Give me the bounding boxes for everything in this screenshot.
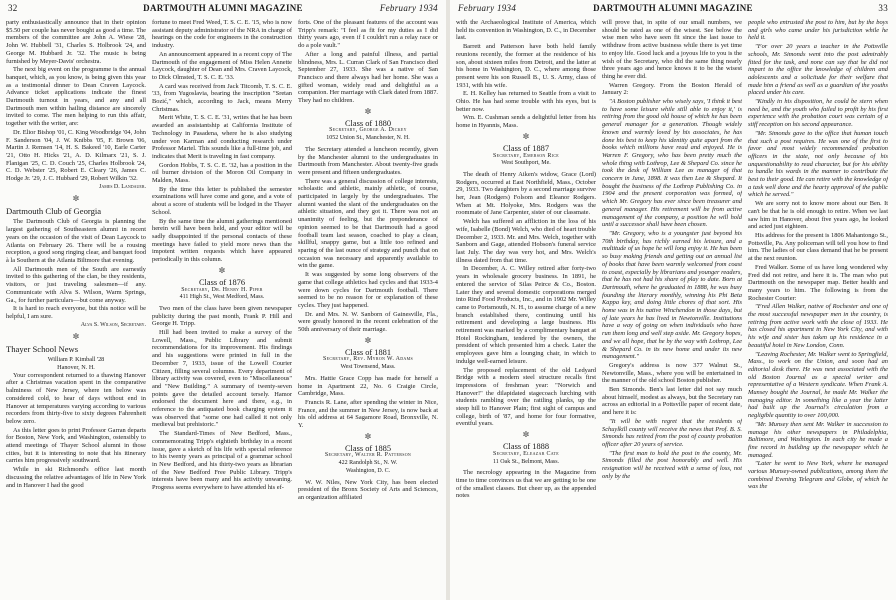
paragraph: After a long and painful illness, and partial blindness, Mrs. L. Curran Clark of San Francisco died September 27, 1933. She was a native of San Francisco and there always had her home. She was a gifted woman, widely read and delightful as a companion. Her marriage with Clark dated from 1887. They had no children. xyxy=(298,50,438,105)
paragraph: The proposed replacement of the old Ledyard Bridge with a modern steel structure recalls first impressions of freshman year: "Norwich and Hanover!" the dilapidated stagecoach lurching with students rambling over the rattling planks, up the steep hill to Hanover Plain; first sight of campus and college, birth of '87, and home for four formative, eventful years. xyxy=(456,366,596,428)
class-heading xyxy=(456,145,596,168)
ornament-icon: ✼ xyxy=(522,430,530,440)
class-secretary: Secretary, Eleazar Cate xyxy=(492,450,560,457)
signature: James D. Landauer. xyxy=(98,183,146,190)
paragraph: The Standard-Times of New Bedford, Mass., commemorating Tripp's eightieth birthday in a recent issue, gave a sketch of his life with special reference to his twenty years as principal of a grammar school in New Bedford, and his thirty-two years as librarian of the New Bedford Free Public Library. Tripp's interests have been many and his activity unwaning. Progress seems everywhere to have attended his ef- xyxy=(152,430,292,492)
paragraph: An announcement appeared in a recent copy of The Dartmouth of the engagement of Miss Helen Annette Laycock, daughter of Dean and Mrs. Craven Laycock, to Dick Olmsted, T. S. C. E. '33. xyxy=(152,50,292,81)
class-heading xyxy=(298,445,438,476)
quote-paragraph: "Mr. Gregory, who is a youngster just beyond his 70th birthday, has richly earned his leisure, and a multitude of us hope he will long enjoy it. He has been so busy making friends and getting out an annual list of books that have been warmly welcomed from coast to coast, especially by librarians and younger readers, that he has not had his share of play to date. Born at Dartmouth, where he graduated in 1888, he was busy founding the literary monthly, winning his Phi Beta Kappa key, and doing little chores of that sort. His home was in his native Winchendon in those days, but of late years he has lived in Newtonville. Institutions have a way of going on when individuals who have run them long and well step aside. Mr. Gregory hopes, and we all hope, that he by the way with Lothrop, Lee & Shepard Co. in its new home and under its new management." xyxy=(602,229,742,361)
quote-paragraph: "Mr. Munsey then sent Mr. Walker in succession to manage his other newspapers in Philadelphia, Baltimore, and Washington. In each city he made a fine record in building up the newspaper which he managed. xyxy=(748,420,888,459)
section-heading: Dartmouth Club of Georgia xyxy=(6,206,102,217)
paragraph: The necrology appearing in the Magazine from time to time convinces us that we are getting to be one of the smallest classes. But cheer up, as the appended notes xyxy=(456,469,596,500)
paragraph: As this letter goes to print Professor Garran departs for Boston, New York, and Washington, ostensibly to attend meetings of Thayer School alumni in those cities, but it is interesting to note that his itinerary carries him progressively southward. xyxy=(6,426,146,465)
class-secretary: Secretary, Walter R. Patterson xyxy=(324,452,412,459)
paragraph: Welch has suffered an affliction in the loss of his wife, Isabelle (Bond) Welch, who died of heart trouble December 2, 1933. Mr. and Mrs. Welch, together with Sanborn and Gage, attended Hobson's funeral service last July. The day was very hot, and Mrs. Welch's illness dated from that time. xyxy=(456,218,596,264)
page-header xyxy=(8,3,438,17)
class-heading xyxy=(456,443,596,466)
paragraph: Warren Gregory. From the Boston Herald of January 2: xyxy=(602,81,742,97)
class-address: 411 High St., West Medford, Mass. xyxy=(179,294,265,301)
paragraph: The next big event on the programme is the annual banquet, which, as you know, is being given this year as a testimonial dinner to Dean Craven Laycock. Advance ticket applications indicate the finest Dartmouth turnout in years, and any and all Dartmouth men within hailing distance are sincerely invited to come. The men helping to run this affair, together with the writer, are: xyxy=(6,66,146,128)
paragraph: Hill had been invited to make a survey of the Lowell, Mass., Public Library and submit recommendations for its improvement. His findings and his suggestions were printed in full in the December 7, 1933, issue of the Lowell Courier Citizen, filling several columns. Every department of library activity was covered, even to "Miscellaneous" and "New Building." A summary of twenty-seven points gave the detailed account tersely. Hamor endorsed the document here and there, e.g., in reference to the antiquated book charging system it was observed that "some one had called it not only medieval but prehistoric." xyxy=(152,329,292,429)
paragraph: The death of Henry Aiken's widow, Grace (Lord) Rodgers, occurred at East Northfield, Mass., October 29, 1933. Two daughters by a second marriage survive her, Jean (Rodgers) Folsom and Eleanor Rodgers. When at Mt. Holyoke, Mrs. Rodgers was the roommate of Jane Carpenter, sister of our classmate. xyxy=(456,170,596,217)
left-page xyxy=(0,0,446,600)
paragraph: with the Archaeological Institute of America, which held its convention in Washington, D. C., in December last. xyxy=(456,19,596,42)
paragraph: Francis R. Lane, after spending the winter in Nice, France, and the summer in New Jersey, is now back at his old address at 64 Sagamore Road, Bronxville, N. Y. xyxy=(298,398,438,430)
column-1 xyxy=(456,19,596,597)
column-2 xyxy=(152,19,292,597)
class-secretary: Secretary, Dr. Henry H. Piper xyxy=(181,286,263,293)
paragraph: Gordon Hobbs, T. S. C. E. '32, has a position in the oil burner division of the Moron Oil Company in Malden, Mass. xyxy=(152,161,292,185)
class-title: Class of 1880 xyxy=(344,118,392,128)
class-address: Washington, D. C. xyxy=(345,467,391,474)
paragraph: Fred Walker. Some of us have long wondered why Fred did not retire, and here it is. The man who put Dartmouth on the newspaper map. Better health and many years to him. The following is from the Rochester Courier: xyxy=(748,263,888,302)
ornament-icon: ✼ xyxy=(72,194,80,204)
paragraph: The Secretary attended a luncheon recently, given by the Manchester alumni to the undergraduates in Dartmouth from Manchester. About twenty-five grads were present and fifteen undergraduates. xyxy=(298,145,438,176)
class-heading xyxy=(298,349,438,372)
paragraph: Two men of the class have been given newspaper publicity during the past month, Frank P. Hill and George H. Tripp. xyxy=(152,304,292,328)
paragraph: fortune to meet Fred Weed, T. S. C. E. '15, who is now assistant deputy administrator of the NRA in charge of hearings on the code for engineers in the construction industry. xyxy=(152,19,292,50)
paragraph: Merit White, T. S. C. E. '31, writes that he has been awarded an assistantship at California Institute of Technology in Pasadena, where he is also studying under von Karman and conducting research under Professor Martel. This sounds like a full-time job, and indicates that Merit is traveling in fast company. xyxy=(152,114,292,160)
ornament-icon: ✼ xyxy=(364,335,372,345)
paragraph: A card was received from Jack Titcomb, T. S. C. E. '33, from Yugoslavia, bearing the inscription "Sretan Bozić," which, according to Jack, means Merry Christmas. xyxy=(152,82,292,113)
class-address: 11 Oak St., Belmont, Mass. xyxy=(492,458,560,465)
class-secretary: Secretary, Rev. Myron W. Adams xyxy=(323,356,413,363)
magazine-title: DARTMOUTH ALUMNI MAGAZINE xyxy=(593,3,753,13)
class-title: Class of 1888 xyxy=(502,442,550,452)
paragraph: Wm. E. Cushman sends a delightful letter from his home in Hyannis, Mass. xyxy=(456,114,596,130)
byline: William P. Kimball '28 xyxy=(47,356,105,364)
paragraph: Your correspondent returned to a thawing Hanover after a Christmas vacation spent in the comparative balminess of New Jersey, where ten below was considered cold, to hear of days without end in Hanover at temperatures varying according to various recorders from thirty-five to sixty degrees Fahrenheit below zero. xyxy=(6,371,146,425)
paragraph: W. W. Niles, New York City, has been elected president of the Bronx Society of Arts and Sciences, an organization affiliated xyxy=(298,478,438,501)
section-heading: Thayer School News xyxy=(6,344,79,355)
paragraph: Gregory's address is now 377 Walnut St., Newtonville, Mass., where you will be entertained in the manner of the old school Boston publisher. xyxy=(602,361,742,385)
quote-paragraph: "For over 20 years a teacher in the Pottsville schools, Mr. Simonds went into the post admirably fitted for the task, and none can say that he did not impart to the office the knowledge of children and adolescents and a solicitude for their welfare that made him a friend as well as a guardian of the youths placed under his care. xyxy=(748,43,888,97)
ornament-icon: ✼ xyxy=(72,332,80,342)
ornament-icon: ✼ xyxy=(218,265,226,275)
class-title: Class of 1876 xyxy=(198,277,246,287)
quote-paragraph: "Leaving Rochester, Mr. Walker went to Springfield, Mass., to work on the Union, and soon had an editorial desk there. He was next associated with the old Boston Journal as a special writer and representative of a Western syndicate. When Frank A. Munsey bought the Journal, he made Mr. Walker the managing editor. In something like a year the latter had built up the Journal's circulation from a negligible quantity to over 100,000. xyxy=(748,350,888,420)
signature: Alva S. Wilson, Secretary. xyxy=(80,321,146,328)
paragraph: In December, A. C. Willey retired after forty-two years in wholesale grocery business. In 1891, he entered the service of Silas Peirce & Co., Boston. Later they and several domestic corporations merged into Rind Food Products, Inc., and in 1902 Mr. Willey came to Portsmouth, N. H., to assume charge of a new branch established there, continuing until his retirement and developing a large business. His retirement was marked by a complimentary banquet at Hotel Rockingham, tendered by the owners, the president of which presented him a check. Later the employees gave him a lounging chair, in which to indulge well-earned leisure. xyxy=(456,265,596,365)
paragraph: E. H. Kelley has returned to Seattle from a visit to Ohio. He has had some trouble with his eyes, but is better now. xyxy=(456,90,596,113)
paragraph: We are sorry not to know more about our Ben. It can't be that he is old enough to retire. When we last saw him in Hanover, about five years ago, he looked and acted just eighteen. xyxy=(748,200,888,231)
paragraph: While in ski Richmond's office last month discussing the relative advantages of life in New York and in Hanover I had the good xyxy=(6,466,146,489)
paragraph: party enthusiastically announce that in their opinion $5.50 per couple has never bought as good a time. The members of the committee are John A. Wiese '28, John W. Hubbell '31, Charles S. Holbrook '24, and George M. Hubbard Jr. '32. The music is being furnished by Meyer-Davis' orchestra. xyxy=(6,19,146,65)
issue-date: February 1934 xyxy=(379,3,438,13)
quote-paragraph: people who entrusted the post to him, but by the boys and girls who came under his jurisdiction while he held it. xyxy=(748,19,888,42)
column-3 xyxy=(298,19,438,597)
paragraph: His address for the present is 1806 Mahantongo St., Pottsville, Pa. Any policeman will tell you how to find him. The ladies of our class demand that he be present at the next reunion. xyxy=(748,231,888,263)
quote-paragraph: "Kindly in his disposition, he could be stern when need be, and the youth who failed to profit by his first experience with the probation court was certain of a stiff reception on his second appearance. xyxy=(748,98,888,129)
paragraph: Barrett and Patterson have both held family reunions recently, the former at the residence of his son, about sixteen miles from Detroit, and the latter at his home in Washington, D. C., where among those present were his son Russell B., U. S. Army, class of 1931, with his wife. xyxy=(456,43,596,89)
class-secretary: Secretary, Emerson Rice xyxy=(492,152,560,159)
column-2 xyxy=(602,19,742,597)
class-title: Class of 1881 xyxy=(344,347,392,357)
paragraph: will prove that, in spite of our small numbers, we should be rated as one of the wisest. See below the wise men who have seen fit since the last issue to withdraw from active business while there is yet time to enjoy life. Good luck and a joyous life to you is the wish of the Secretary, who did the same thing nearly three years ago and hence knows it to be the wisest thing he ever did. xyxy=(602,19,742,80)
quote-paragraph: "Later he went to New York, where he managed various Munsey-owned publications, among them the combined Evening Telegram and Globe, of which he was the xyxy=(748,460,888,491)
class-secretary: Secretary, George A. Dickey xyxy=(329,127,407,134)
paragraph: All Dartmouth men of the South are earnestly invited to this gathering of the clan, be they residents, visitors, or just traveling salesmen—if any. Communicate with Alva S. Wilson, Warm Springs, Ga., for further particulars—but come anyway. xyxy=(6,265,146,304)
quote-paragraph: "Mr. Simonds gave to the office that human touch that such a post requires. He was one of the first to favor and most widely recommended probation officers in the state, not only because of his unquestionability to read character, but for his ability to handle his wards in the manner to contribute the best to their good. He can retire with the knowledge of a task well done and the hearty approval of the public which he served." xyxy=(748,129,888,199)
ornament-icon: ✼ xyxy=(522,131,530,141)
paragraph: It was suggested by some long observers of the game that college athletics had cycles and that 1933-4 were down cycles for Dartmouth football. There seemed to be no reason for or explanation of these cycles. They just happened. xyxy=(298,271,438,309)
column-3 xyxy=(748,19,888,597)
paragraph: Ben Simonds. Ben's last letter did not say much about himself, modest as always, but the Secretary ran across an editorial in a Pottsville paper of recent date, and here it is: xyxy=(602,386,742,417)
quote-paragraph: "A Boston publisher who wisely says, 'I think it best to have some leisure while still able to enjoy it,' is retiring from the good old house of which he has been general manager for a generation. Though widely known and warmly loved by his associates, he has done his best to keep his identity quite apart from the books which millions have read and enjoyed. He is Warren F. Gregory, who has been pretty much the whole thing with Lothrop, Lee & Shepard Co. since he took the desk of William Lee as manager of that concern in June, 1898. It was then Lee & Shepard. It bought the business of the Lothrop Publishing Co. in 1904 and the present corporation was formed, of which Mr. Gregory has ever since been treasurer and general manager. His retirement will be from active management of the company, a position he will hold until a successor shall have been chosen. xyxy=(602,98,742,229)
paragraph: forts. One of the pleasant features of the account was Tripp's remark: "I feel as fit for my duties as I did thirty years ago, even if I couldn't run a relay race or do a pole vault." xyxy=(298,19,438,50)
class-address: 1052 Union St., Manchester, N. H. xyxy=(326,135,410,142)
paragraph: There was a general discussion of college interests, scholastic and athletic, mainly athletic, of course, participated in largely by the undergraduates. The alumni wanted the slant of the undergraduates on the athletic situation, and they got it. There was not an unanimity of feeling, but the preponderance of opinion seemed to be that Dartmouth had a good football team last season, coached to play a clean, skillful, snappy game, but a little too refined and sparing of the last ounce of strategy and punch that on occasion was necessary and apparently available to win the game. xyxy=(298,177,438,270)
class-address: 422 Randolph St., N. W. xyxy=(338,460,398,467)
quote-paragraph: "Fred Allen Walker, native of Rochester and one of the most successful newspaper men in the country, is retiring from active work with the close of 1933. He has closed his apartment in New York City, and with his wife and sister has taken up his residence in a beautiful hotel in New London, Conn. xyxy=(748,303,888,349)
class-title: Class of 1885 xyxy=(344,443,392,453)
magazine-title: DARTMOUTH ALUMNI MAGAZINE xyxy=(143,3,303,13)
class-address: West Southport, Me. xyxy=(501,160,551,167)
paragraph: The Dartmouth Club of Georgia is planning the largest gathering of Southeastern alumni in recent years on the occasion of the visit of Dean Laycock to Atlanta on February 26. There will be a rousing reception, a good song ringing clear, and banquet food à la Southern at the Atlanta Biltmore that evening. xyxy=(6,218,146,264)
issue-date: February 1934 xyxy=(458,3,517,13)
paragraph: Dr. and Mrs. N. W. Sanborn of Gainesville, Fla., were greatly honored in the recent celebration of the 50th anniversary of their marriage. xyxy=(298,310,438,334)
quote-paragraph: "The first man to hold the post in the county, Mr. Simonds filled the post honorably and well. His resignation will be received with a sense of loss, not only by the xyxy=(602,449,742,480)
class-title: Class of 1887 xyxy=(502,143,550,153)
ornament-icon: ✼ xyxy=(364,431,372,441)
paragraph: Mrs. Hattie Grace Copp has made for herself a home in Apartment 22, No. 6 Craigie Circle, Cambridge, Mass. xyxy=(298,374,438,398)
page-number: 33 xyxy=(878,3,888,13)
class-address: West Townsend, Mass. xyxy=(340,364,396,371)
column-1 xyxy=(6,19,146,597)
paragraph: It is hard to reach everyone, but this notice will be helpful, I am sure. xyxy=(6,305,146,320)
paragraph: By the same time the alumni gatherings mentioned herein will have been held, and your editor will be sadly disappointed if the personal contacts of these meetings have failed to yield more news than the impotent written requests which have appeared periodically in this column. xyxy=(152,217,292,264)
page-number: 32 xyxy=(8,3,18,13)
class-heading xyxy=(152,279,292,302)
paragraph: Dr. Elior Bishop '01, C. King Woodbridge '04, John F. Sanderson '04, J. W. Knibbs '05, F. Brown '06, Martin J. Remsen '14, H. S. Bakeed '10, Earle Carter '21, Otto H. Hicks '21, A. D. Kilmarx '21, S. J. Flanigan '25, C. D. Couch '25, Charles Holbrook '24, C. D. Webster '25, Robert E. Cleary '26, James C. Hodge Jr. '29, J. C. Hubbard '29, Robert Wilkin '32. xyxy=(6,128,146,183)
quote-paragraph: "It will be with regret that the residents of Schuylkill county will receive the news that Prof. B. S. Simonds has retired from the post of county probation officer after 20 years of service. xyxy=(602,417,742,448)
page-header xyxy=(458,3,888,17)
paragraph: By the time this letter is published the semester examinations will have come and gone, and a vote of about a score of students will be lodged in the Thayer School. xyxy=(152,185,292,216)
ornament-icon: ✼ xyxy=(364,106,372,116)
right-page xyxy=(450,0,896,600)
class-heading xyxy=(298,120,438,143)
byline-address: Hanover, N. H. xyxy=(57,364,95,372)
